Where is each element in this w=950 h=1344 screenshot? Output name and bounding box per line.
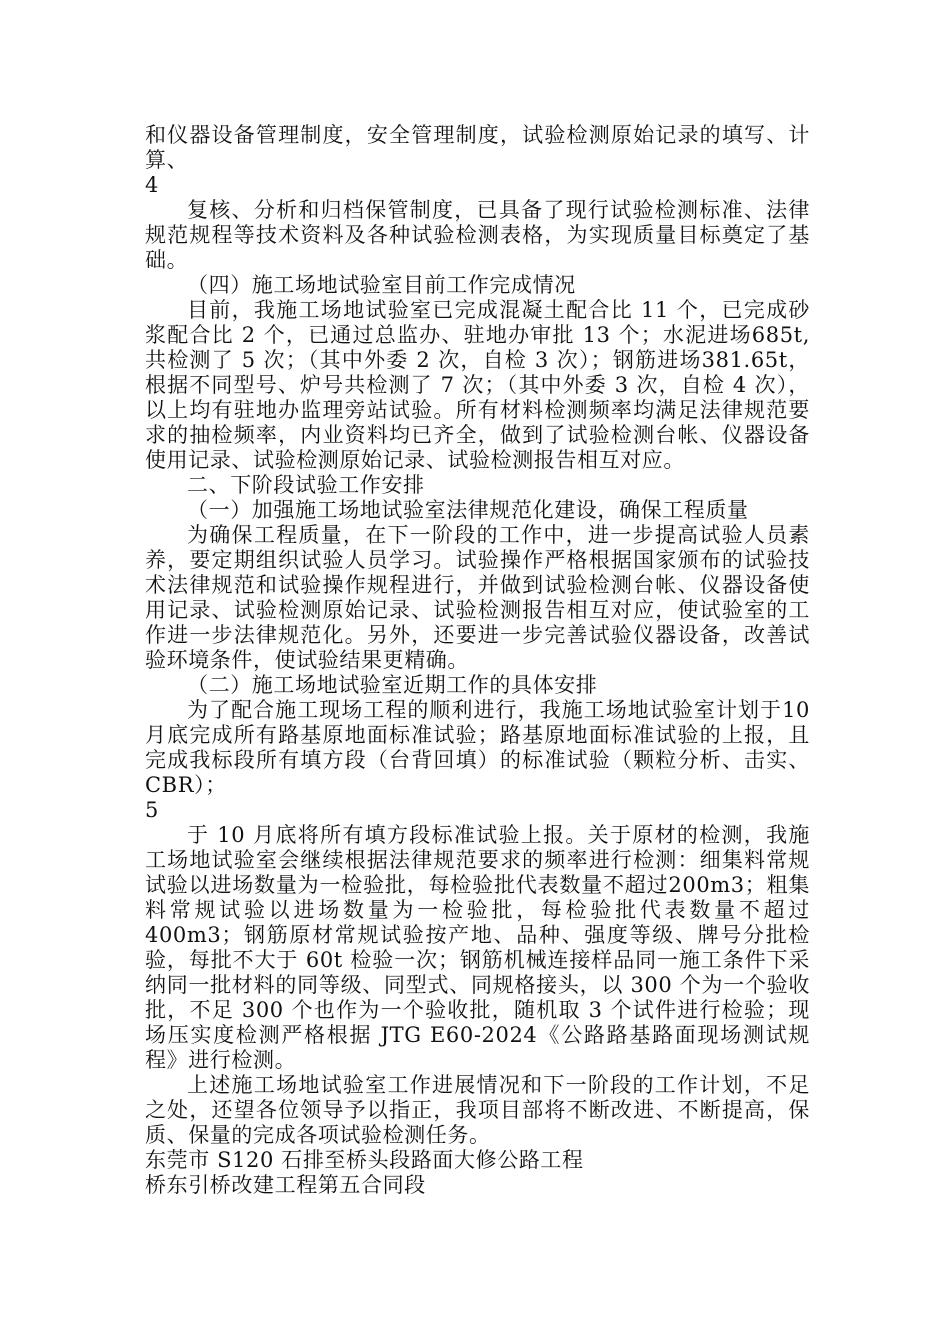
- paragraph-review-archive: 复核、分析和归档保管制度，已具备了现行试验检测标准、法律规范规程等技术资料及各种试验检测表格，为实现质量目标奠定了基础。: [145, 198, 810, 272]
- paragraph-quality-assurance: 为确保工程质量，在下一阶段的工作中，进一步提高试验人员素养，要定期组织试验人员学习。试验操作严格根据国家颁布的试验技术法律规范和试验操作规程进行，并做到试验检测台帐、仪器设备使用记录、试验检测原始记录、试验检测报告相互对应，使试验室的工作进一步法律规范化。另外，还要进一步完善试验仪器设备，改善试验环境条件，使试验结果更精确。: [145, 523, 810, 672]
- signature-contract-section: 桥东引桥改建工程第五合同段: [145, 1173, 426, 1197]
- paragraph-closing: 上述施工场地试验室工作进展情况和下一阶段的工作计划，不足之处，还望各位领导予以指正，我项目部将不断改进、不断提高，保质、保量的完成各项试验检测任务。: [145, 1073, 810, 1147]
- signature-project-name: 东莞市 S120 石排至桥头段路面大修公路工程: [145, 1148, 584, 1172]
- page-number-4: 4: [145, 173, 159, 197]
- paragraph-material-testing: 于 10 月底将所有填方段标准试验上报。关于原材的检测，我施工场地试验室会继续根据法律规范要求的频率进行检测：细集料常规试验以进场数量为一检验批，每检验批代表数量不超过200m3；粗集料常规试验以进场数量为一检验批，每检验批代表数量不超过 400m3；钢筋原材常规试验按产地、品种、强度等级、牌号分批检验，每批不大于 60t 检验一次；钢筋机械连接样品同一施工条件下采纳同一批材料的同等级、同型式、同规格接头，以 300 个为一个验收批，不足 300 个也作为一个验收批，随机取 3 个试件进行检验；现场压实度检测严格根据 JTG E60-2024《公路路基路面现场测试规程》进行检测。: [145, 823, 810, 1072]
- heading-subsection-1: （一）加强施工场地试验室法律规范化建设，确保工程质量: [187, 498, 749, 522]
- document-body: [145, 123, 810, 1198]
- heading-next-stage: 二、下阶段试验工作安排: [187, 473, 425, 497]
- paragraph-continuation: 和仪器设备管理制度，安全管理制度，试验检测原始记录的填写、计算、: [145, 123, 810, 172]
- heading-subsection-2: （二）施工场地试验室近期工作的具体安排: [187, 673, 598, 697]
- paragraph-schedule: 为了配合施工现场工程的顺利进行，我施工场地试验室计划于10 月底完成所有路基原地面标准试验；路基原地面标准试验的上报，且完成我标段所有填方段（台背回填）的标准试验（颗粒分析、击实、CBR）；: [145, 698, 810, 797]
- heading-section-4: （四）施工场地试验室目前工作完成情况: [187, 273, 576, 297]
- paragraph-current-progress: 目前，我施工场地试验室已完成混凝土配合比 11 个，已完成砂浆配合比 2 个，已通过总监办、驻地办审批 13 个；水泥进场685t,共检测了 5 次；（其中外委 2 次，自检 3 次）；钢筋进场381.65t，根据不同型号、炉号共检测了 7 次；（其中外委 3 次，自检 4 次），以上均有驻地办监理旁站试验。所有材料检测频率均满足法律规范要求的抽检频率，内业资料均已齐全，做到了试验检测台帐、仪器设备使用记录、试验检测原始记录、试验检测报告相互对应。: [145, 298, 810, 472]
- page-number-5: 5: [145, 798, 159, 822]
